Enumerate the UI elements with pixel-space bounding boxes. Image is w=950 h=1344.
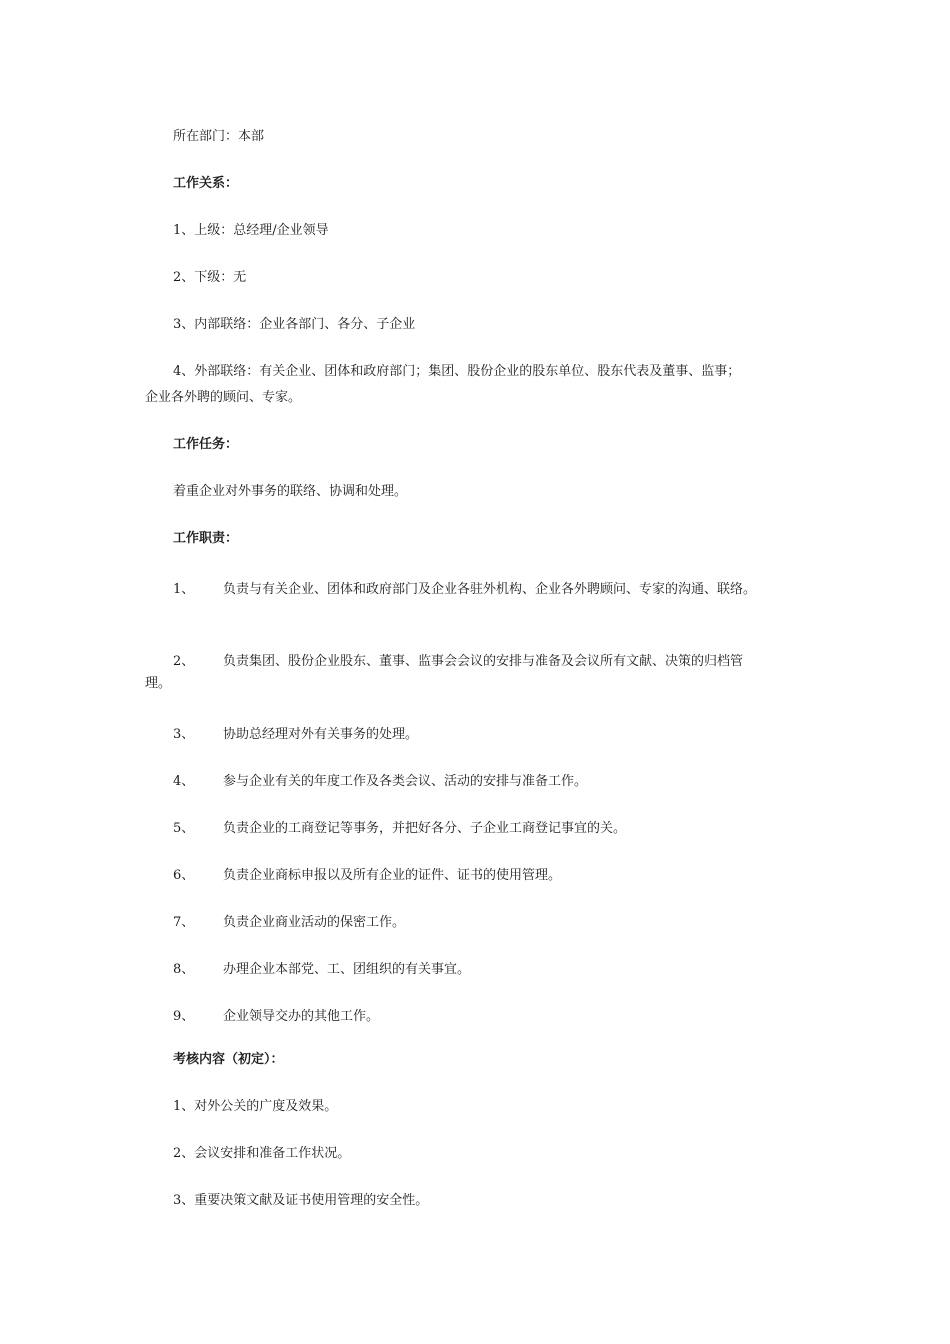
assessment-item: 3、重要决策文献及证书使用管理的安全性。 (173, 1193, 429, 1208)
duties-heading: 工作职责： (173, 531, 239, 546)
relations-heading: 工作关系： (173, 176, 239, 191)
duty-number: 1、 (173, 582, 195, 597)
duty-number: 3、 (173, 727, 195, 742)
assessment-heading: 考核内容（初定）： (173, 1052, 284, 1067)
task-text: 着重企业对外事务的联络、协调和处理。 (173, 484, 408, 499)
relation-internal: 3、内部联络：企业各部门、各分、子企业 (173, 317, 416, 332)
duty-text: 负责企业商业活动的保密工作。 (223, 915, 406, 930)
duty-number: 9、 (173, 1009, 195, 1024)
duty-text: 负责企业商标申报以及所有企业的证件、证书的使用管理。 (223, 868, 562, 883)
duty-number: 7、 (173, 915, 195, 930)
duty-text-continued: 理。 (145, 676, 172, 691)
duty-number: 6、 (173, 868, 195, 883)
relation-external-continued: 企业各外聘的顾问、专家。 (145, 390, 302, 405)
assessment-item: 2、会议安排和准备工作状况。 (173, 1146, 351, 1161)
duty-number: 5、 (173, 821, 195, 836)
duty-text: 企业领导交办的其他工作。 (223, 1009, 380, 1024)
task-heading: 工作任务： (173, 437, 239, 452)
duty-number: 4、 (173, 774, 195, 789)
assessment-item: 1、对外公关的广度及效果。 (173, 1099, 338, 1114)
duty-text: 参与企业有关的年度工作及各类会议、活动的安排与准备工作。 (223, 774, 588, 789)
duty-text: 协助总经理对外有关事务的处理。 (223, 727, 419, 742)
duty-text: 负责企业的工商登记等事务，并把好各分、子企业工商登记事宜的关。 (223, 821, 627, 836)
relation-subordinate: 2、下级：无 (173, 270, 247, 285)
duty-text: 办理企业本部党、工、团组织的有关事宜。 (223, 962, 471, 977)
duty-number: 8、 (173, 962, 195, 977)
duty-number: 2、 (173, 654, 195, 669)
duty-text: 负责集团、股份企业股东、董事、监事会会议的安排与准备及会议所有文献、决策的归档管 (223, 654, 744, 669)
duty-text: 负责与有关企业、团体和政府部门及企业各驻外机构、企业各外聘顾问、专家的沟通、联络。 (223, 582, 757, 597)
relation-superior: 1、上级：总经理/企业领导 (173, 223, 329, 238)
relation-external: 4、外部联络：有关企业、团体和政府部门；集团、股份企业的股东单位、股东代表及董事、监事； (173, 364, 741, 379)
department-line: 所在部门：本部 (173, 129, 265, 144)
